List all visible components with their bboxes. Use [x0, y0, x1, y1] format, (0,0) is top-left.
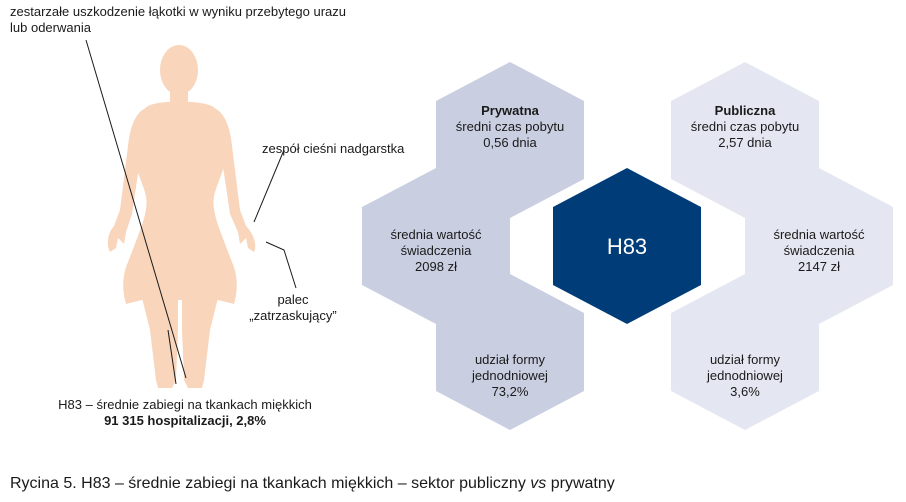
hex-center-label: H83 — [606, 234, 648, 259]
body-right-leg — [182, 298, 218, 388]
label-injury — [10, 4, 390, 36]
public-oneday-label-1: udział formy — [709, 352, 781, 367]
label-finger-line2: „zatrzaskujący” — [249, 308, 337, 323]
private-oneday-label-1: udział formy — [474, 352, 546, 367]
label-injury-line1: zestarzałe uszkodzenie łąkotki w wyniku przebytego urazu — [10, 4, 347, 19]
public-stay-label: średni czas pobytu — [690, 119, 800, 134]
public-title: Publiczna — [714, 103, 776, 118]
public-oneday-label-2: jednodniowej — [707, 368, 783, 383]
public-oneday-text — [675, 352, 815, 400]
public-oneday-value: 3,6% — [730, 384, 760, 399]
label-summary-line2: 91 315 hospitalizacji, 2,8% — [104, 413, 266, 428]
private-value-text — [366, 227, 506, 275]
public-value-label-2: świadczenia — [783, 243, 855, 258]
body-head — [160, 45, 198, 95]
body-right-arm — [214, 108, 255, 252]
caption-vs: vs — [530, 475, 547, 492]
caption-text-b: prywatny — [546, 475, 615, 492]
public-value-label-1: średnia wartość — [773, 227, 865, 242]
label-finger-line1: palec — [277, 292, 309, 307]
public-stay-text — [675, 103, 815, 151]
figure-caption — [10, 474, 615, 494]
private-oneday-label-2: jednodniowej — [472, 368, 548, 383]
public-value-text — [749, 227, 889, 275]
caption-text-a: H83 – średnie zabiegi na tkankach miękkich – sektor publiczny — [76, 475, 531, 492]
body-left-leg — [142, 298, 178, 388]
label-summary — [40, 397, 330, 429]
private-stay-text — [440, 103, 580, 151]
human-body-figure — [108, 45, 255, 388]
label-summary-line1: H83 – średnie zabiegi na tkankach miękkich — [58, 397, 312, 412]
private-oneday-value: 73,2% — [491, 384, 529, 399]
label-finger — [238, 292, 348, 324]
leader-line-finger — [266, 242, 296, 288]
public-value-value: 2147 zł — [798, 259, 840, 274]
leader-line-carpal — [254, 150, 284, 222]
caption-label: Rycina 5. — [10, 475, 77, 492]
private-oneday-text — [440, 352, 580, 400]
private-title: Prywatna — [481, 103, 539, 118]
label-carpal: zespół cieśni nadgarstka — [262, 141, 405, 156]
private-value-value: 2098 zł — [415, 259, 457, 274]
private-value-label-1: średnia wartość — [390, 227, 482, 242]
private-stay-label: średni czas pobytu — [455, 119, 565, 134]
private-stay-value: 0,56 dnia — [483, 135, 537, 150]
public-stay-value: 2,57 dnia — [718, 135, 772, 150]
label-injury-line2: lub oderwania — [10, 20, 91, 35]
private-value-label-2: świadczenia — [400, 243, 472, 258]
